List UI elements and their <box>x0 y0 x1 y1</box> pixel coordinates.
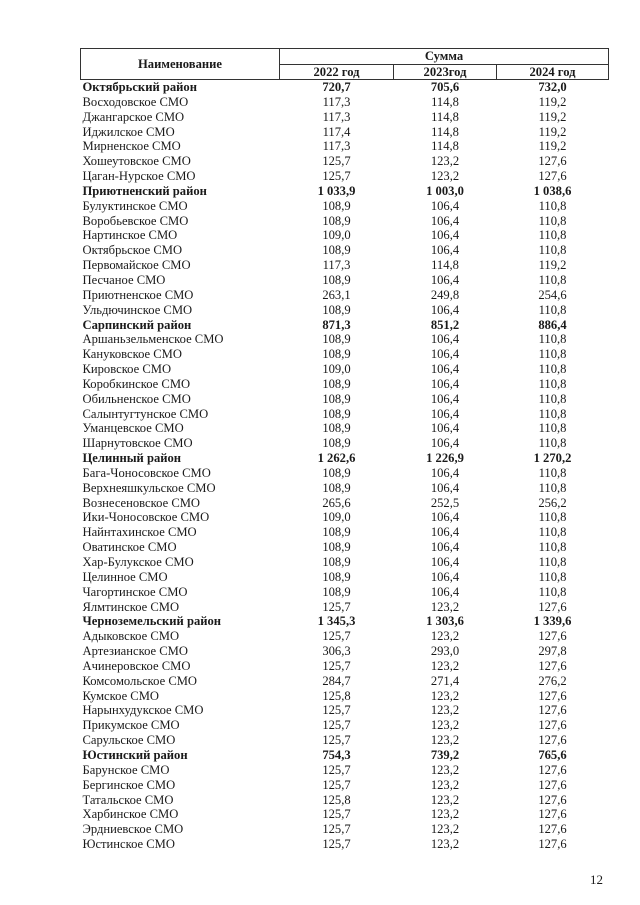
value-2024: 127,6 <box>538 807 567 822</box>
value-2023: 106,4 <box>430 510 460 525</box>
value-2023: 106,4 <box>430 228 460 243</box>
value-2023: 106,4 <box>430 584 460 599</box>
value-2022: 108,9 <box>322 584 351 599</box>
table-row <box>81 139 609 154</box>
value-2024: 886,4 <box>538 317 567 332</box>
value-2022: 108,9 <box>322 436 351 451</box>
table-row <box>81 496 609 511</box>
value-2024: 110,8 <box>538 569 567 584</box>
value-2023: 106,4 <box>430 569 460 584</box>
value-2023: 106,4 <box>430 421 460 436</box>
value-2024: 110,8 <box>538 465 567 480</box>
value-2022: 108,9 <box>322 525 351 540</box>
value-2022: 125,7 <box>322 807 351 822</box>
value-2023: 106,4 <box>430 436 460 451</box>
value-2022: 108,9 <box>322 465 351 480</box>
row-name: Первомайское СМО <box>82 258 191 273</box>
district-row <box>81 451 609 466</box>
value-2024: 110,8 <box>538 302 567 317</box>
value-2022: 1 262,6 <box>317 451 356 466</box>
row-name: Найнтахинское СМО <box>82 525 197 540</box>
value-2023: 114,8 <box>431 94 459 109</box>
value-2023: 851,2 <box>430 317 460 332</box>
table-row <box>81 600 609 615</box>
row-name: Хошеутовское СМО <box>82 154 191 169</box>
value-2024: 110,8 <box>538 376 567 391</box>
value-2024: 127,6 <box>538 718 567 733</box>
value-2022: 108,9 <box>322 302 351 317</box>
value-2023: 114,8 <box>431 139 459 154</box>
value-2022: 108,9 <box>322 332 351 347</box>
table-row <box>81 169 609 184</box>
value-2023: 252,5 <box>430 495 460 510</box>
value-2023: 106,4 <box>430 391 460 406</box>
value-2024: 110,8 <box>538 362 567 377</box>
table-row <box>81 110 609 125</box>
value-2022: 117,3 <box>322 109 351 124</box>
value-2022: 109,0 <box>322 362 351 377</box>
value-2023: 249,8 <box>430 287 460 302</box>
table-row <box>81 763 609 778</box>
table-row <box>81 837 609 852</box>
row-name: Верхнеяшкульское СМО <box>82 480 216 495</box>
value-2023: 106,4 <box>430 213 460 228</box>
value-2022: 108,9 <box>322 243 351 258</box>
row-name: Оватинское СМО <box>82 540 177 555</box>
table-row <box>81 466 609 481</box>
value-2024: 276,2 <box>538 673 567 688</box>
row-name: Чагортинское СМО <box>82 584 188 599</box>
value-2024: 110,8 <box>538 555 567 569</box>
value-2024: 1 339,6 <box>533 614 572 629</box>
value-2024: 732,0 <box>538 80 567 94</box>
value-2022: 125,7 <box>322 658 351 673</box>
row-name: Эрдниевское СМО <box>82 822 184 837</box>
table-header <box>81 49 609 80</box>
row-name: Цаган-Нурское СМО <box>82 169 196 184</box>
value-2023: 123,2 <box>430 703 460 718</box>
row-name: Коробкинское СМО <box>82 376 191 391</box>
value-2024: 110,8 <box>538 198 567 213</box>
row-name: Сарпинский район <box>82 317 192 332</box>
value-2024: 127,6 <box>538 777 567 792</box>
value-2022: 125,7 <box>322 733 351 748</box>
table-row <box>81 555 609 570</box>
value-2022: 125,7 <box>322 718 351 733</box>
row-name: Татальское СМО <box>82 792 174 807</box>
value-2023: 271,4 <box>430 673 460 688</box>
header-sum: Сумма <box>280 49 609 65</box>
table-row <box>81 95 609 110</box>
table-row <box>81 288 609 303</box>
value-2023: 123,2 <box>430 807 460 822</box>
value-2024: 110,8 <box>538 243 567 258</box>
value-2024: 127,6 <box>538 792 567 807</box>
value-2024: 127,6 <box>538 822 567 837</box>
value-2023: 123,2 <box>430 777 460 792</box>
value-2023: 123,2 <box>430 733 460 748</box>
value-2024: 127,6 <box>538 658 567 673</box>
value-2024: 110,8 <box>538 228 567 243</box>
page-number: 12 <box>590 872 603 887</box>
value-2024: 127,6 <box>538 169 567 184</box>
row-name: Джангарское СМО <box>82 109 185 124</box>
value-2023: 123,2 <box>430 822 460 837</box>
value-2022: 263,1 <box>322 287 351 302</box>
table-row <box>81 807 609 822</box>
value-2023: 123,2 <box>430 837 460 852</box>
table-row <box>81 540 609 555</box>
table-row <box>81 303 609 318</box>
value-2024: 254,6 <box>538 287 567 302</box>
row-name: Нарынхудукское СМО <box>82 703 204 718</box>
value-2022: 108,9 <box>322 198 351 213</box>
value-2024: 110,8 <box>538 436 567 451</box>
row-name: Ульдючинское СМО <box>82 302 193 317</box>
header-year-2022: 2022 год <box>280 64 394 80</box>
value-2022: 108,9 <box>322 421 351 436</box>
row-name: Приютненское СМО <box>82 287 194 302</box>
row-name: Обильненское СМО <box>82 391 191 406</box>
value-2023: 106,4 <box>430 243 460 258</box>
value-2022: 284,7 <box>322 673 351 688</box>
table-row <box>81 718 609 733</box>
value-2024: 119,2 <box>538 258 567 273</box>
value-2022: 108,9 <box>322 569 351 584</box>
row-name: Уманцевское СМО <box>82 421 184 436</box>
value-2023: 123,2 <box>430 154 460 169</box>
value-2022: 125,7 <box>322 837 351 852</box>
value-2022: 125,7 <box>322 629 351 644</box>
table-row <box>81 822 609 837</box>
value-2022: 125,8 <box>322 688 351 703</box>
value-2022: 125,7 <box>322 599 351 614</box>
row-name: Артезианское СМО <box>82 644 188 659</box>
value-2023: 1 226,9 <box>426 451 464 466</box>
value-2022: 1 033,9 <box>317 183 356 198</box>
header-year-2023: 2023год <box>394 64 497 80</box>
row-name: Целинный район <box>82 451 182 466</box>
table-row <box>81 407 609 422</box>
value-2023: 106,4 <box>430 480 460 495</box>
value-2022: 108,9 <box>322 376 351 391</box>
value-2024: 110,8 <box>538 510 567 525</box>
table-body <box>81 80 609 852</box>
row-name: Шарнутовское СМО <box>82 436 193 451</box>
row-name: Черноземельский район <box>82 614 222 629</box>
value-2023: 106,4 <box>430 376 460 391</box>
row-name: Восходовское СМО <box>82 94 189 109</box>
row-name: Вознесеновское СМО <box>82 495 201 510</box>
district-row <box>81 318 609 333</box>
row-name: Октябрьское СМО <box>82 243 183 258</box>
value-2023: 114,8 <box>431 109 459 124</box>
table-row <box>81 585 609 600</box>
table-row <box>81 793 609 808</box>
table-row <box>81 125 609 140</box>
value-2022: 125,7 <box>322 154 351 169</box>
value-2023: 106,4 <box>430 540 460 555</box>
value-2023: 123,2 <box>430 718 460 733</box>
value-2024: 127,6 <box>538 703 567 718</box>
value-2022: 125,7 <box>322 703 351 718</box>
value-2024: 1 270,2 <box>533 451 572 466</box>
value-2023: 106,4 <box>430 555 460 569</box>
value-2024: 110,8 <box>538 391 567 406</box>
table-row <box>81 644 609 659</box>
value-2024: 127,6 <box>538 837 567 852</box>
row-name: Ики-Чоносовское СМО <box>82 510 210 525</box>
value-2022: 125,7 <box>322 777 351 792</box>
table-row <box>81 332 609 347</box>
value-2022: 108,9 <box>322 406 351 421</box>
row-name: Аршаньзельменское СМО <box>82 332 224 347</box>
row-name: Приютненский район <box>82 183 207 198</box>
district-row <box>81 748 609 763</box>
value-2023: 106,4 <box>430 302 460 317</box>
table-row <box>81 629 609 644</box>
value-2024: 119,2 <box>538 124 567 139</box>
value-2022: 117,4 <box>322 124 351 139</box>
row-name: Юстинское СМО <box>82 837 175 852</box>
value-2022: 754,3 <box>322 747 351 762</box>
row-name: Воробьевское СМО <box>82 213 189 228</box>
value-2024: 256,2 <box>538 495 567 510</box>
value-2024: 110,8 <box>538 406 567 421</box>
value-2022: 117,3 <box>322 139 351 154</box>
value-2022: 265,6 <box>322 495 351 510</box>
table-row <box>81 703 609 718</box>
row-name: Октябрьский район <box>82 80 197 94</box>
table-row <box>81 243 609 258</box>
district-row <box>81 184 609 199</box>
value-2024: 1 038,6 <box>533 183 572 198</box>
table-row <box>81 228 609 243</box>
value-2024: 119,2 <box>538 109 567 124</box>
value-2023: 123,2 <box>430 658 460 673</box>
table-row <box>81 214 609 229</box>
header-name: Наименование <box>81 49 280 80</box>
row-name: Кировское СМО <box>82 362 172 377</box>
row-name: Прикумское СМО <box>82 718 180 733</box>
row-name: Салынтугтунское СМО <box>82 406 209 421</box>
table-row <box>81 273 609 288</box>
value-2022: 108,9 <box>322 480 351 495</box>
value-2024: 110,8 <box>538 347 567 362</box>
value-2023: 106,4 <box>430 406 460 421</box>
value-2024: 765,6 <box>538 747 567 762</box>
value-2023: 123,2 <box>430 599 460 614</box>
value-2024: 127,6 <box>538 762 567 777</box>
value-2024: 110,8 <box>538 480 567 495</box>
budget-table <box>80 48 609 852</box>
value-2022: 125,8 <box>322 792 351 807</box>
value-2024: 110,8 <box>538 525 567 540</box>
row-name: Адыковское СМО <box>82 629 180 644</box>
value-2022: 720,7 <box>322 80 351 94</box>
value-2022: 108,9 <box>322 555 351 569</box>
row-name: Иджилское СМО <box>82 124 175 139</box>
table-row <box>81 377 609 392</box>
value-2024: 110,8 <box>538 213 567 228</box>
value-2023: 123,2 <box>430 629 460 644</box>
value-2024: 127,6 <box>538 599 567 614</box>
value-2023: 123,2 <box>430 169 460 184</box>
district-row <box>81 614 609 629</box>
value-2022: 1 345,3 <box>317 614 356 629</box>
value-2023: 106,4 <box>430 272 460 287</box>
table-row <box>81 733 609 748</box>
table-row <box>81 347 609 362</box>
value-2024: 110,8 <box>538 584 567 599</box>
table-row <box>81 154 609 169</box>
table-row <box>81 436 609 451</box>
value-2022: 125,7 <box>322 762 351 777</box>
row-name: Ачинеровское СМО <box>82 658 191 673</box>
value-2022: 108,9 <box>322 540 351 555</box>
value-2024: 127,6 <box>538 688 567 703</box>
row-name: Кумское СМО <box>82 688 160 703</box>
value-2022: 108,9 <box>322 272 351 287</box>
district-row <box>81 80 609 95</box>
value-2024: 297,8 <box>538 644 567 659</box>
value-2023: 123,2 <box>430 762 460 777</box>
value-2023: 106,4 <box>430 198 460 213</box>
value-2023: 106,4 <box>430 332 460 347</box>
value-2023: 1 303,6 <box>426 614 464 629</box>
row-name: Харбинское СМО <box>82 807 179 822</box>
value-2024: 110,8 <box>538 272 567 287</box>
value-2023: 123,2 <box>430 688 460 703</box>
value-2022: 871,3 <box>322 317 351 332</box>
value-2024: 119,2 <box>538 139 567 154</box>
row-name: Юстинский район <box>82 747 188 762</box>
row-name: Целинное СМО <box>82 569 168 584</box>
value-2023: 705,6 <box>430 80 460 94</box>
value-2023: 123,2 <box>430 792 460 807</box>
value-2024: 127,6 <box>538 154 567 169</box>
row-name: Барунское СМО <box>82 762 170 777</box>
value-2022: 108,9 <box>322 391 351 406</box>
row-name: Мирненское СМО <box>82 139 181 154</box>
value-2024: 110,8 <box>538 332 567 347</box>
table-row <box>81 674 609 689</box>
value-2022: 306,3 <box>322 644 351 659</box>
table-row <box>81 570 609 585</box>
row-name: Ялмтинское СМО <box>82 599 180 614</box>
value-2023: 739,2 <box>430 747 460 762</box>
row-name: Хар-Булукское СМО <box>82 555 194 569</box>
row-name: Кануковское СМО <box>82 347 182 362</box>
table-row <box>81 199 609 214</box>
value-2024: 127,6 <box>538 733 567 748</box>
value-2022: 125,7 <box>322 822 351 837</box>
value-2024: 110,8 <box>538 540 567 555</box>
value-2024: 110,8 <box>538 421 567 436</box>
row-name: Булуктинское СМО <box>82 198 188 213</box>
row-name: Комсомольское СМО <box>82 673 198 688</box>
value-2022: 109,0 <box>322 510 351 525</box>
header-year-2024: 2024 год <box>497 64 609 80</box>
value-2022: 125,7 <box>322 169 351 184</box>
row-name: Нартинское СМО <box>82 228 178 243</box>
row-name: Сарульское СМО <box>82 733 176 748</box>
row-name: Бага-Чоносовское СМО <box>82 465 211 480</box>
table-row <box>81 362 609 377</box>
table-row <box>81 392 609 407</box>
table-row <box>81 421 609 436</box>
table-row <box>81 689 609 704</box>
table-row <box>81 778 609 793</box>
value-2022: 109,0 <box>322 228 351 243</box>
value-2022: 108,9 <box>322 347 351 362</box>
row-name: Песчаное СМО <box>82 272 166 287</box>
value-2024: 127,6 <box>538 629 567 644</box>
table-row <box>81 659 609 674</box>
value-2023: 106,4 <box>430 347 460 362</box>
value-2023: 1 003,0 <box>426 183 464 198</box>
value-2023: 114,8 <box>431 258 459 273</box>
table-row <box>81 510 609 525</box>
value-2024: 119,2 <box>538 94 567 109</box>
value-2022: 117,3 <box>322 94 351 109</box>
table-row <box>81 525 609 540</box>
value-2022: 117,3 <box>322 258 351 273</box>
value-2022: 108,9 <box>322 213 351 228</box>
value-2023: 106,4 <box>430 362 460 377</box>
value-2023: 293,0 <box>430 644 460 659</box>
value-2023: 114,8 <box>431 124 459 139</box>
value-2023: 106,4 <box>430 465 460 480</box>
value-2023: 106,4 <box>430 525 460 540</box>
table-row <box>81 258 609 273</box>
table-row <box>81 481 609 496</box>
row-name: Бергинское СМО <box>82 777 176 792</box>
